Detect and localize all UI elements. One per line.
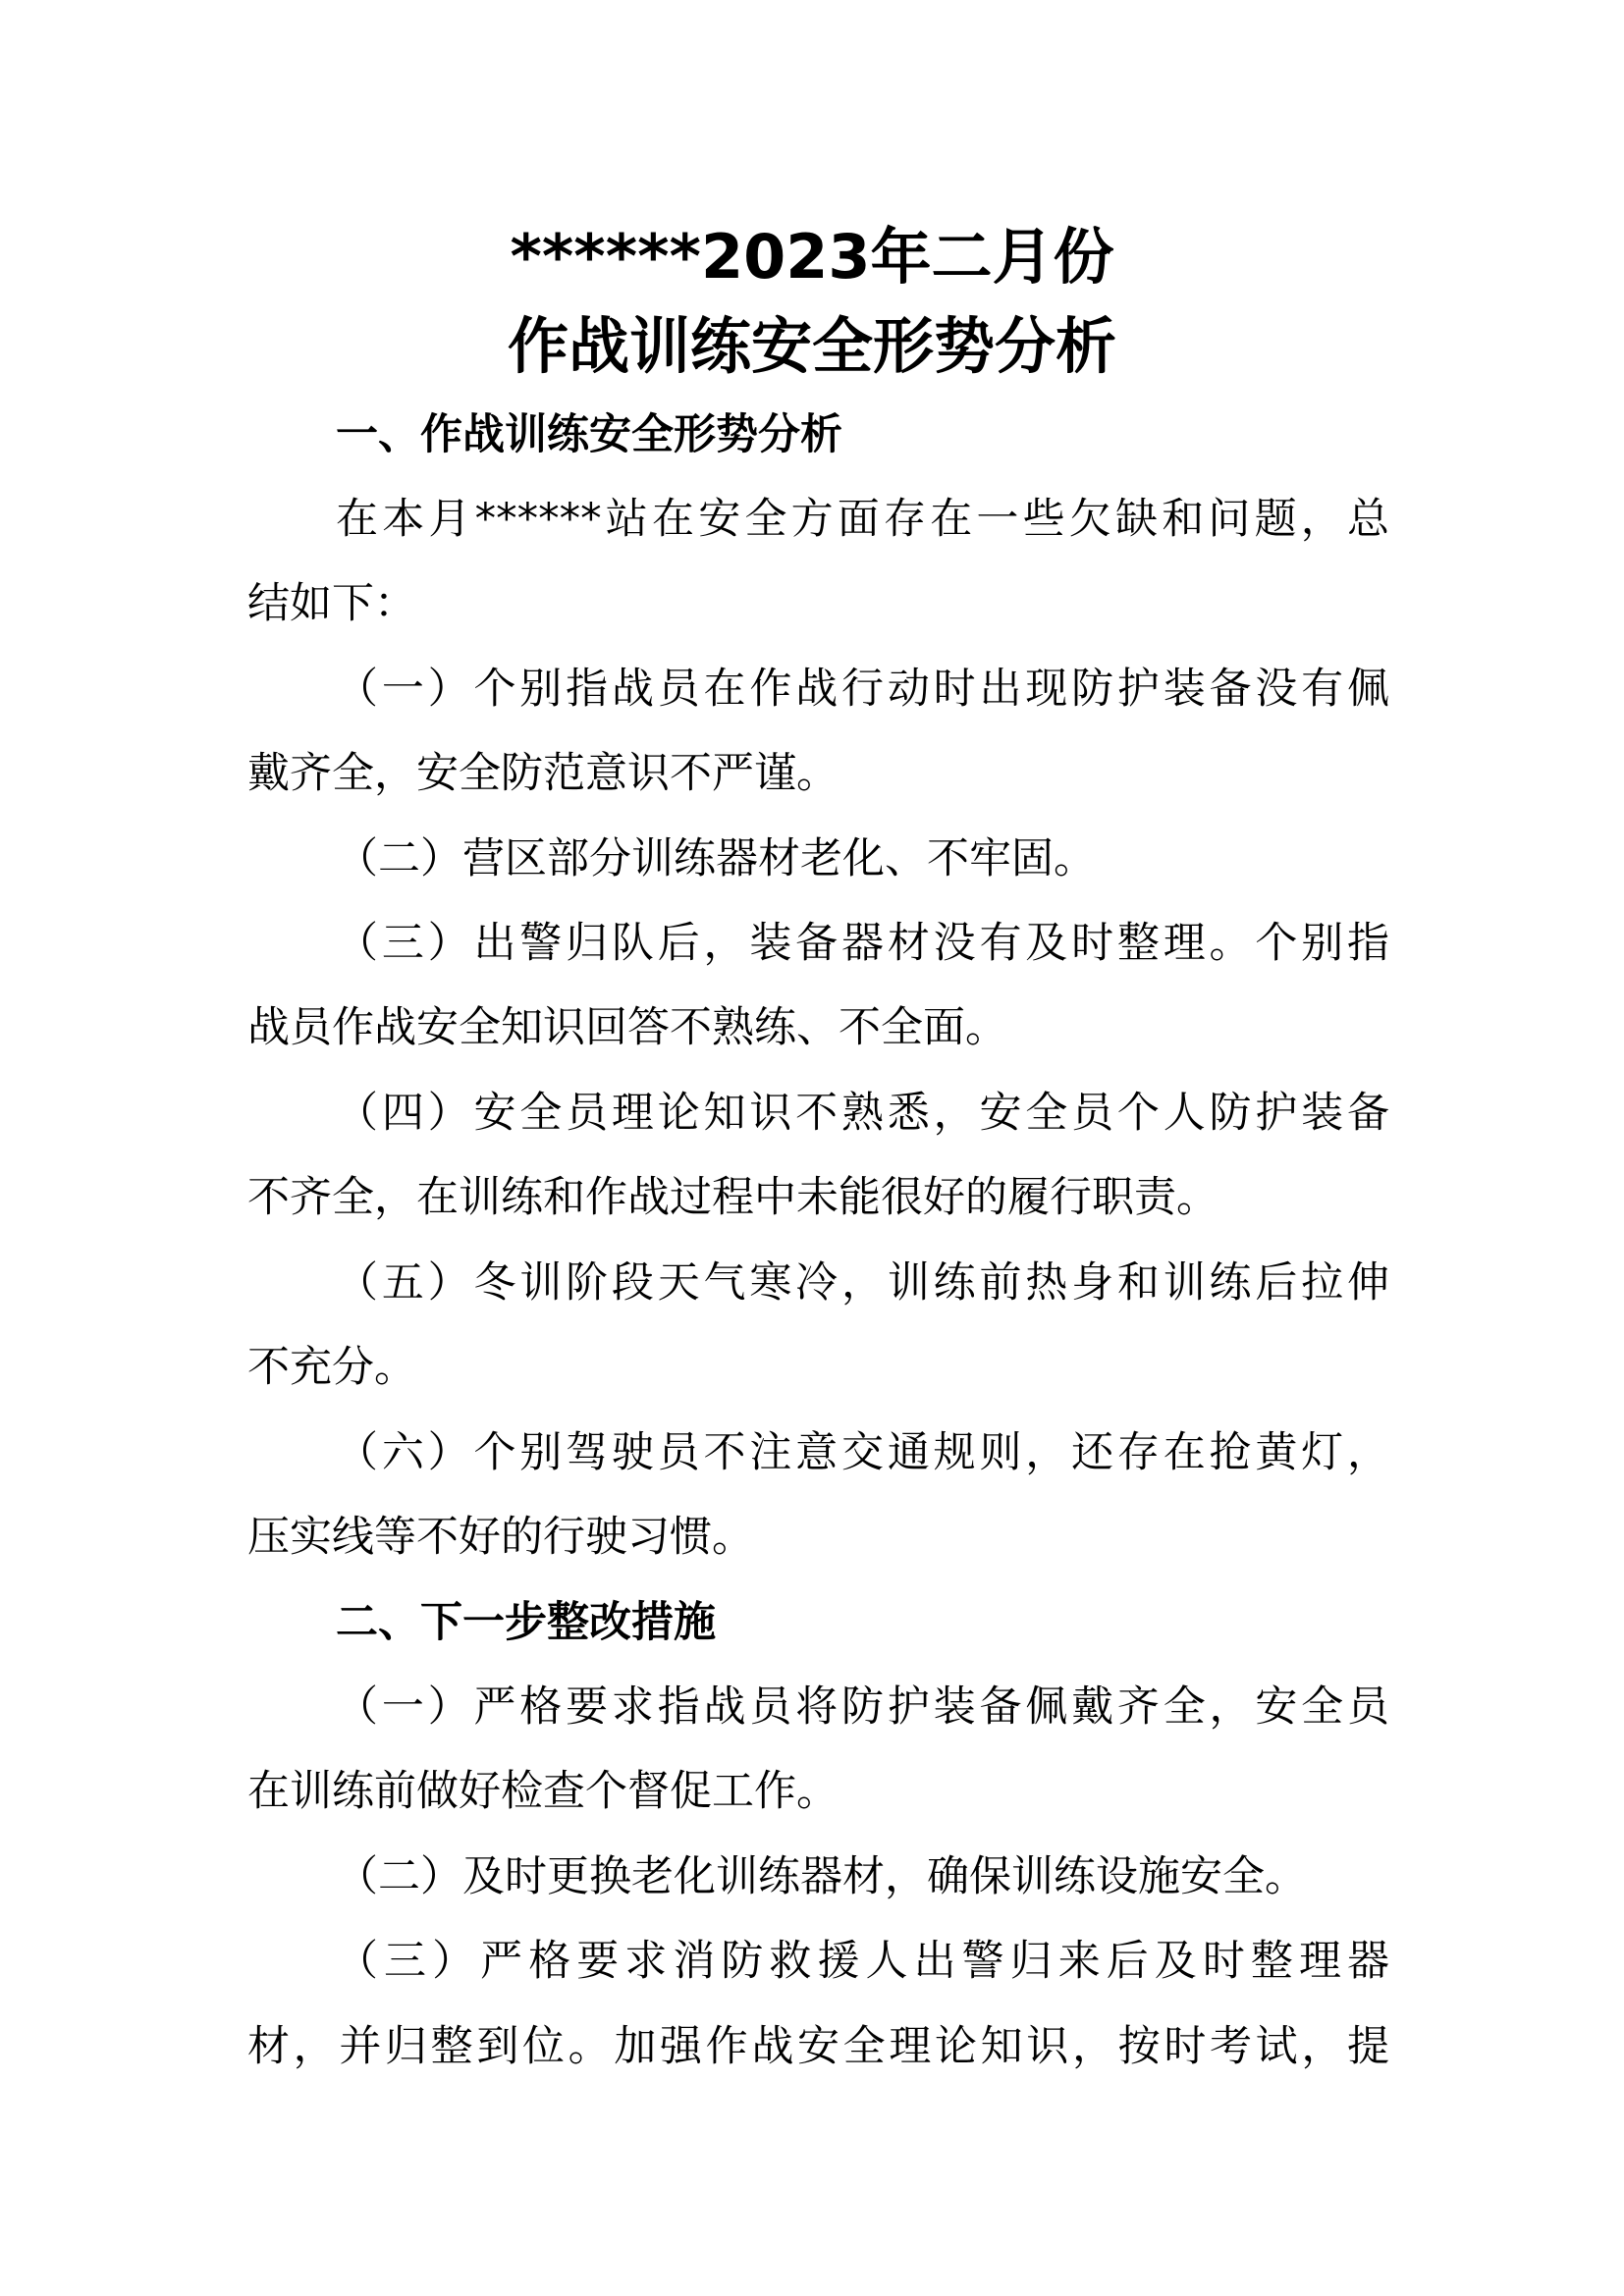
issue-4-line-1: （四）安全员理论知识不熟悉，安全员个人防护装备	[336, 1089, 1389, 1138]
issue-5-line-2: 不充分。	[247, 1343, 416, 1392]
measure-1-line-2: 在训练前做好检查个督促工作。	[247, 1767, 839, 1816]
intro-paragraph-line-2: 结如下：	[247, 579, 416, 628]
issue-1-line-2: 戴齐全，安全防范意识不严谨。	[247, 749, 839, 798]
section-heading-measures: 二、下一步整改措施	[336, 1598, 716, 1647]
issue-2-line-1: （二）营区部分训练器材老化、不牢固。	[336, 834, 1096, 883]
issue-6-line-2: 压实线等不好的行驶习惯。	[247, 1513, 754, 1562]
intro-paragraph-line-1: 在本月******站在安全方面存在一些欠缺和问题，总	[336, 495, 1389, 544]
issue-5-line-1: （五）冬训阶段天气寒冷，训练前热身和训练后拉伸	[336, 1258, 1389, 1308]
issue-3-line-1: （三）出警归队后，装备器材没有及时整理。个别指	[336, 919, 1389, 968]
measure-2-line-1: （二）及时更换老化训练器材，确保训练设施安全。	[336, 1852, 1307, 1901]
measure-1-line-1: （一）严格要求指战员将防护装备佩戴齐全，安全员	[336, 1682, 1389, 1732]
issue-3-line-2: 战员作战安全知识回答不熟练、不全面。	[247, 1003, 1007, 1052]
document-title-line-2: 作战训练安全形势分析	[507, 310, 1116, 382]
issue-4-line-2: 不齐全，在训练和作战过程中未能很好的履行职责。	[247, 1173, 1218, 1222]
issue-1-line-1: （一）个别指战员在作战行动时出现防护装备没有佩	[336, 665, 1389, 714]
section-heading-analysis: 一、作战训练安全形势分析	[336, 410, 842, 459]
measure-3-line-1: （三）严格要求消防救援人出警归来后及时整理器	[336, 1937, 1389, 1986]
document-title-line-1: ******2023年二月份	[510, 221, 1114, 293]
issue-6-line-1: （六）个别驾驶员不注意交通规则，还存在抢黄灯，	[336, 1428, 1389, 1477]
measure-3-line-2: 材，并归整到位。加强作战安全理论知识，按时考试，提	[247, 2022, 1389, 2071]
